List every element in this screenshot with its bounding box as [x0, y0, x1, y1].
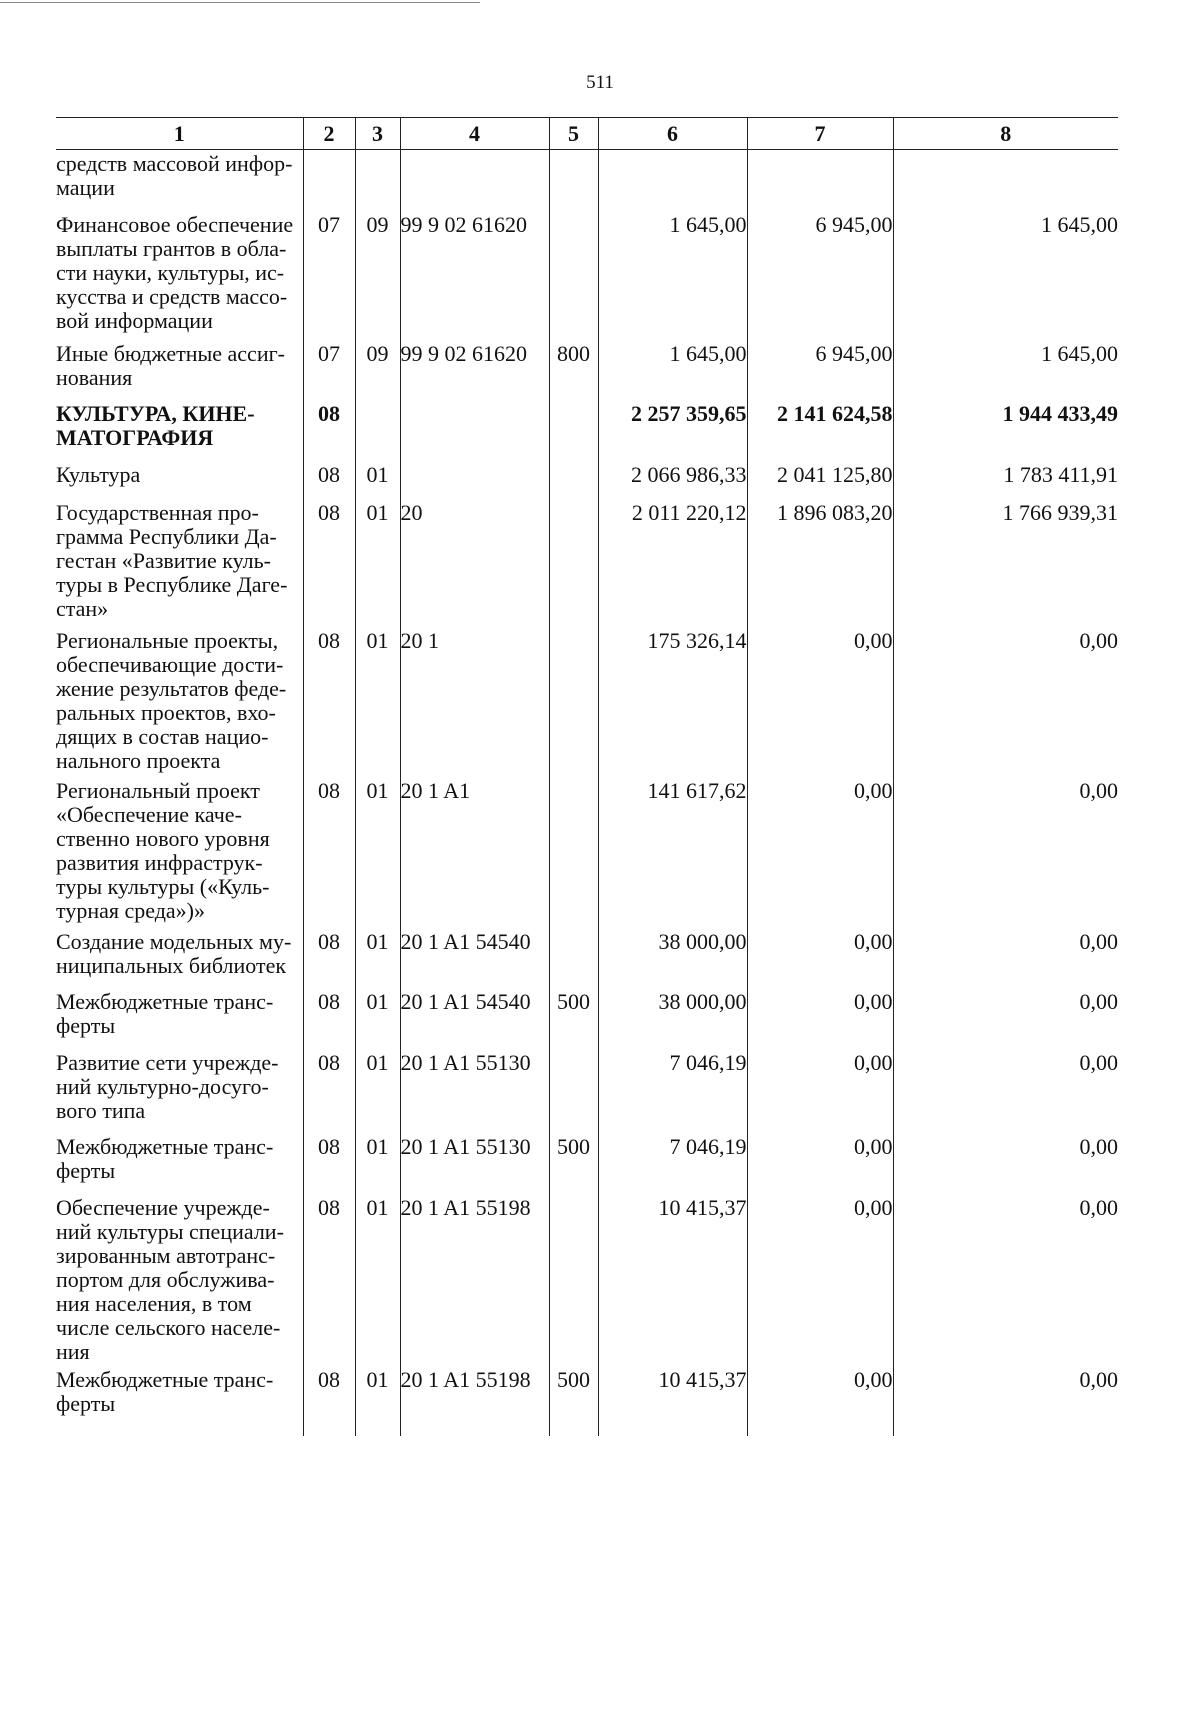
row-name-line: средств массовой инфор- — [56, 151, 293, 176]
row-name-line: Культура — [56, 461, 141, 487]
row-name — [56, 627, 303, 777]
row-name-line: числе сельского населе- — [56, 1314, 281, 1340]
section-code: 08 — [303, 928, 355, 988]
row-name-line: жение результатов феде- — [56, 675, 287, 701]
amount-col-7: 2 141 624,58 — [747, 400, 893, 461]
amount-col-7: 0,00 — [747, 777, 893, 928]
row-name-line: портом для обслужива- — [56, 1266, 275, 1292]
target-article-code: 99 9 02 61620 — [400, 211, 549, 340]
row-name — [56, 1049, 303, 1133]
section-code: 08 — [303, 400, 355, 461]
amount-col-8: 0,00 — [893, 1366, 1118, 1436]
amount-col-7: 0,00 — [747, 1366, 893, 1436]
amount-col-7: 2 041 125,80 — [747, 461, 893, 499]
row-name — [56, 1366, 303, 1436]
amount-col-6: 1 645,00 — [598, 211, 747, 340]
row-name — [56, 777, 303, 928]
row-name-line: турная среда»)» — [56, 897, 206, 923]
row-name-line: ральных проектов, вхо- — [56, 699, 276, 725]
target-article-code: 20 1 A1 55198 — [400, 1194, 549, 1366]
target-article-code: 20 1 A1 55198 — [400, 1366, 549, 1436]
subsection-code — [355, 150, 400, 211]
table-row — [56, 461, 1118, 499]
row-name-line: Региональный проект — [56, 777, 260, 803]
target-article-code: 20 1 A1 — [400, 777, 549, 928]
row-name-line: вой информации — [56, 307, 213, 333]
row-name-line: ферты — [56, 1390, 116, 1416]
expense-type-code: 800 — [549, 340, 598, 400]
row-name-line: ственно нового уровня — [56, 825, 270, 851]
amount-col-8: 0,00 — [893, 928, 1118, 988]
target-article-code: 99 9 02 61620 — [400, 340, 549, 400]
subsection-code: 01 — [355, 1133, 400, 1194]
section-code: 08 — [303, 777, 355, 928]
amount-col-6: 38 000,00 — [598, 928, 747, 988]
row-name — [56, 461, 303, 499]
target-article-code — [400, 461, 549, 499]
row-name-line: Государственная про- — [56, 499, 259, 525]
top-edge-rule — [0, 2, 480, 3]
row-name-line: выплаты грантов в обла- — [56, 235, 287, 261]
table-row — [56, 627, 1118, 777]
amount-col-6: 7 046,19 — [598, 1049, 747, 1133]
subsection-code: 01 — [355, 499, 400, 627]
amount-col-6: 10 415,37 — [598, 1194, 747, 1366]
row-name — [56, 211, 303, 340]
row-name-line: сти науки, культуры, ис- — [56, 259, 285, 285]
row-name — [56, 988, 303, 1049]
amount-col-8: 0,00 — [893, 1194, 1118, 1366]
target-article-code: 20 1 — [400, 627, 549, 777]
column-header: 4 — [400, 118, 549, 150]
row-name — [56, 400, 303, 461]
expense-type-code — [549, 627, 598, 777]
table-row — [56, 400, 1118, 461]
amount-col-8: 0,00 — [893, 777, 1118, 928]
row-name — [56, 150, 303, 211]
amount-col-6: 2 011 220,12 — [598, 499, 747, 627]
column-header: 1 — [56, 118, 303, 150]
section-code: 08 — [303, 627, 355, 777]
row-name-line: Межбюджетные транс- — [56, 1366, 274, 1392]
row-name — [56, 499, 303, 627]
expense-type-code — [549, 1049, 598, 1133]
expense-type-code — [549, 499, 598, 627]
section-code: 08 — [303, 988, 355, 1049]
row-name-line: вого типа — [56, 1097, 146, 1123]
expense-type-code: 500 — [549, 988, 598, 1049]
table-row — [56, 1049, 1118, 1133]
subsection-code: 01 — [355, 1366, 400, 1436]
target-article-code: 20 — [400, 499, 549, 627]
row-name-line: дящих в состав нацио- — [56, 723, 269, 749]
row-name-line: Финансовое обеспечение — [56, 211, 294, 237]
column-header: 3 — [355, 118, 400, 150]
expense-type-code — [549, 400, 598, 461]
row-name-line: нования — [56, 364, 133, 390]
row-name-line: обеспечивающие дости- — [56, 651, 284, 677]
row-name-line: зированным автотранс- — [56, 1242, 276, 1268]
expense-type-code — [549, 777, 598, 928]
row-name-line: грамма Республики Да- — [56, 523, 277, 549]
section-code: 08 — [303, 1133, 355, 1194]
target-article-code: 20 1 A1 55130 — [400, 1049, 549, 1133]
amount-col-7: 6 945,00 — [747, 340, 893, 400]
row-name-line: нального проекта — [56, 747, 221, 773]
expense-type-code — [549, 150, 598, 211]
section-code: 07 — [303, 211, 355, 340]
subsection-code: 01 — [355, 1194, 400, 1366]
amount-col-8 — [893, 150, 1118, 211]
amount-col-6: 7 046,19 — [598, 1133, 747, 1194]
amount-col-7: 6 945,00 — [747, 211, 893, 340]
amount-col-6: 10 415,37 — [598, 1366, 747, 1436]
amount-col-8: 0,00 — [893, 988, 1118, 1049]
amount-col-6: 2 066 986,33 — [598, 461, 747, 499]
table-body — [56, 150, 1118, 1436]
header-row — [56, 118, 1118, 150]
amount-col-7: 0,00 — [747, 627, 893, 777]
table-row — [56, 988, 1118, 1049]
amount-col-8: 1 645,00 — [893, 340, 1118, 400]
row-name-line: кусства и средств массо- — [56, 283, 288, 309]
target-article-code: 20 1 A1 54540 — [400, 988, 549, 1049]
column-header: 7 — [747, 118, 893, 150]
amount-col-8: 1 645,00 — [893, 211, 1118, 340]
amount-col-7: 0,00 — [747, 928, 893, 988]
amount-col-6: 2 257 359,65 — [598, 400, 747, 461]
amount-col-8: 1 944 433,49 — [893, 400, 1118, 461]
section-code — [303, 150, 355, 211]
row-name-line: КУЛЬТУРА, КИНЕ- — [56, 400, 255, 426]
page-number: 511 — [586, 72, 614, 93]
amount-col-6: 141 617,62 — [598, 777, 747, 928]
amount-col-6: 38 000,00 — [598, 988, 747, 1049]
column-header: 6 — [598, 118, 747, 150]
section-code: 08 — [303, 1194, 355, 1366]
target-article-code — [400, 150, 549, 211]
row-name-line: туры в Республике Даге- — [56, 571, 288, 597]
row-name-line: Создание модельных му- — [56, 928, 292, 954]
target-article-code: 20 1 A1 54540 — [400, 928, 549, 988]
row-name-line: Региональные проекты, — [56, 627, 279, 653]
expense-type-code — [549, 211, 598, 340]
subsection-code: 01 — [355, 1049, 400, 1133]
row-name — [56, 340, 303, 400]
subsection-code: 01 — [355, 461, 400, 499]
amount-col-7 — [747, 150, 893, 211]
table-row — [56, 211, 1118, 340]
amount-col-7: 0,00 — [747, 1194, 893, 1366]
subsection-code: 01 — [355, 777, 400, 928]
subsection-code — [355, 400, 400, 461]
amount-col-6: 1 645,00 — [598, 340, 747, 400]
amount-col-8: 1 766 939,31 — [893, 499, 1118, 627]
expense-type-code: 500 — [549, 1133, 598, 1194]
table-row — [56, 499, 1118, 627]
subsection-code: 01 — [355, 627, 400, 777]
row-name — [56, 928, 303, 988]
row-name-line: Развитие сети учрежде- — [56, 1049, 279, 1075]
section-code: 08 — [303, 1366, 355, 1436]
subsection-code: 09 — [355, 340, 400, 400]
table-row — [56, 150, 1118, 211]
row-name-line: ния населения, в том — [56, 1290, 252, 1316]
amount-col-8: 1 783 411,91 — [893, 461, 1118, 499]
amount-col-8: 0,00 — [893, 627, 1118, 777]
subsection-code: 01 — [355, 988, 400, 1049]
amount-col-7: 0,00 — [747, 1049, 893, 1133]
row-name-line: Обеспечение учрежде- — [56, 1194, 270, 1220]
row-name — [56, 1194, 303, 1366]
row-name-line: ферты — [56, 1157, 116, 1183]
expense-type-code: 500 — [549, 1366, 598, 1436]
row-name-line: гестан «Развитие куль- — [56, 547, 271, 573]
subsection-code: 01 — [355, 928, 400, 988]
row-name-line: Иные бюджетные ассиг- — [56, 340, 285, 366]
table-row — [56, 1366, 1118, 1436]
column-header: 8 — [893, 118, 1118, 150]
column-header: 5 — [549, 118, 598, 150]
row-name-line: ферты — [56, 1012, 116, 1038]
row-name-line: мации — [56, 175, 115, 200]
expense-type-code — [549, 461, 598, 499]
section-code: 08 — [303, 499, 355, 627]
amount-col-8: 0,00 — [893, 1133, 1118, 1194]
section-code: 08 — [303, 1049, 355, 1133]
budget-table — [56, 117, 1118, 1436]
table-row — [56, 777, 1118, 928]
row-name-line: Межбюджетные транс- — [56, 1133, 274, 1159]
target-article-code — [400, 400, 549, 461]
table-row — [56, 340, 1118, 400]
row-name-line: ния — [56, 1338, 90, 1364]
row-name-line: ниципальных библиотек — [56, 952, 287, 978]
expense-type-code — [549, 1194, 598, 1366]
amount-col-8: 0,00 — [893, 1049, 1118, 1133]
column-header: 2 — [303, 118, 355, 150]
row-name-line: Межбюджетные транс- — [56, 988, 274, 1014]
amount-col-7: 0,00 — [747, 1133, 893, 1194]
row-name-line: «Обеспечение каче- — [56, 801, 242, 827]
amount-col-6 — [598, 150, 747, 211]
table-row — [56, 1194, 1118, 1366]
amount-col-7: 0,00 — [747, 988, 893, 1049]
row-name-line: развития инфраструк- — [56, 849, 263, 875]
row-name-line: туры культуры («Куль- — [56, 873, 270, 899]
row-name-line: стан» — [56, 595, 109, 621]
row-name-line: МАТОГРАФИЯ — [56, 424, 214, 450]
expense-type-code — [549, 928, 598, 988]
subsection-code: 09 — [355, 211, 400, 340]
row-name-line: ний культуры специали- — [56, 1218, 284, 1244]
section-code: 07 — [303, 340, 355, 400]
row-name-line: ний культурно-досуго- — [56, 1073, 269, 1099]
amount-col-7: 1 896 083,20 — [747, 499, 893, 627]
amount-col-6: 175 326,14 — [598, 627, 747, 777]
table-row — [56, 928, 1118, 988]
row-name — [56, 1133, 303, 1194]
section-code: 08 — [303, 461, 355, 499]
target-article-code: 20 1 A1 55130 — [400, 1133, 549, 1194]
table-row — [56, 1133, 1118, 1194]
